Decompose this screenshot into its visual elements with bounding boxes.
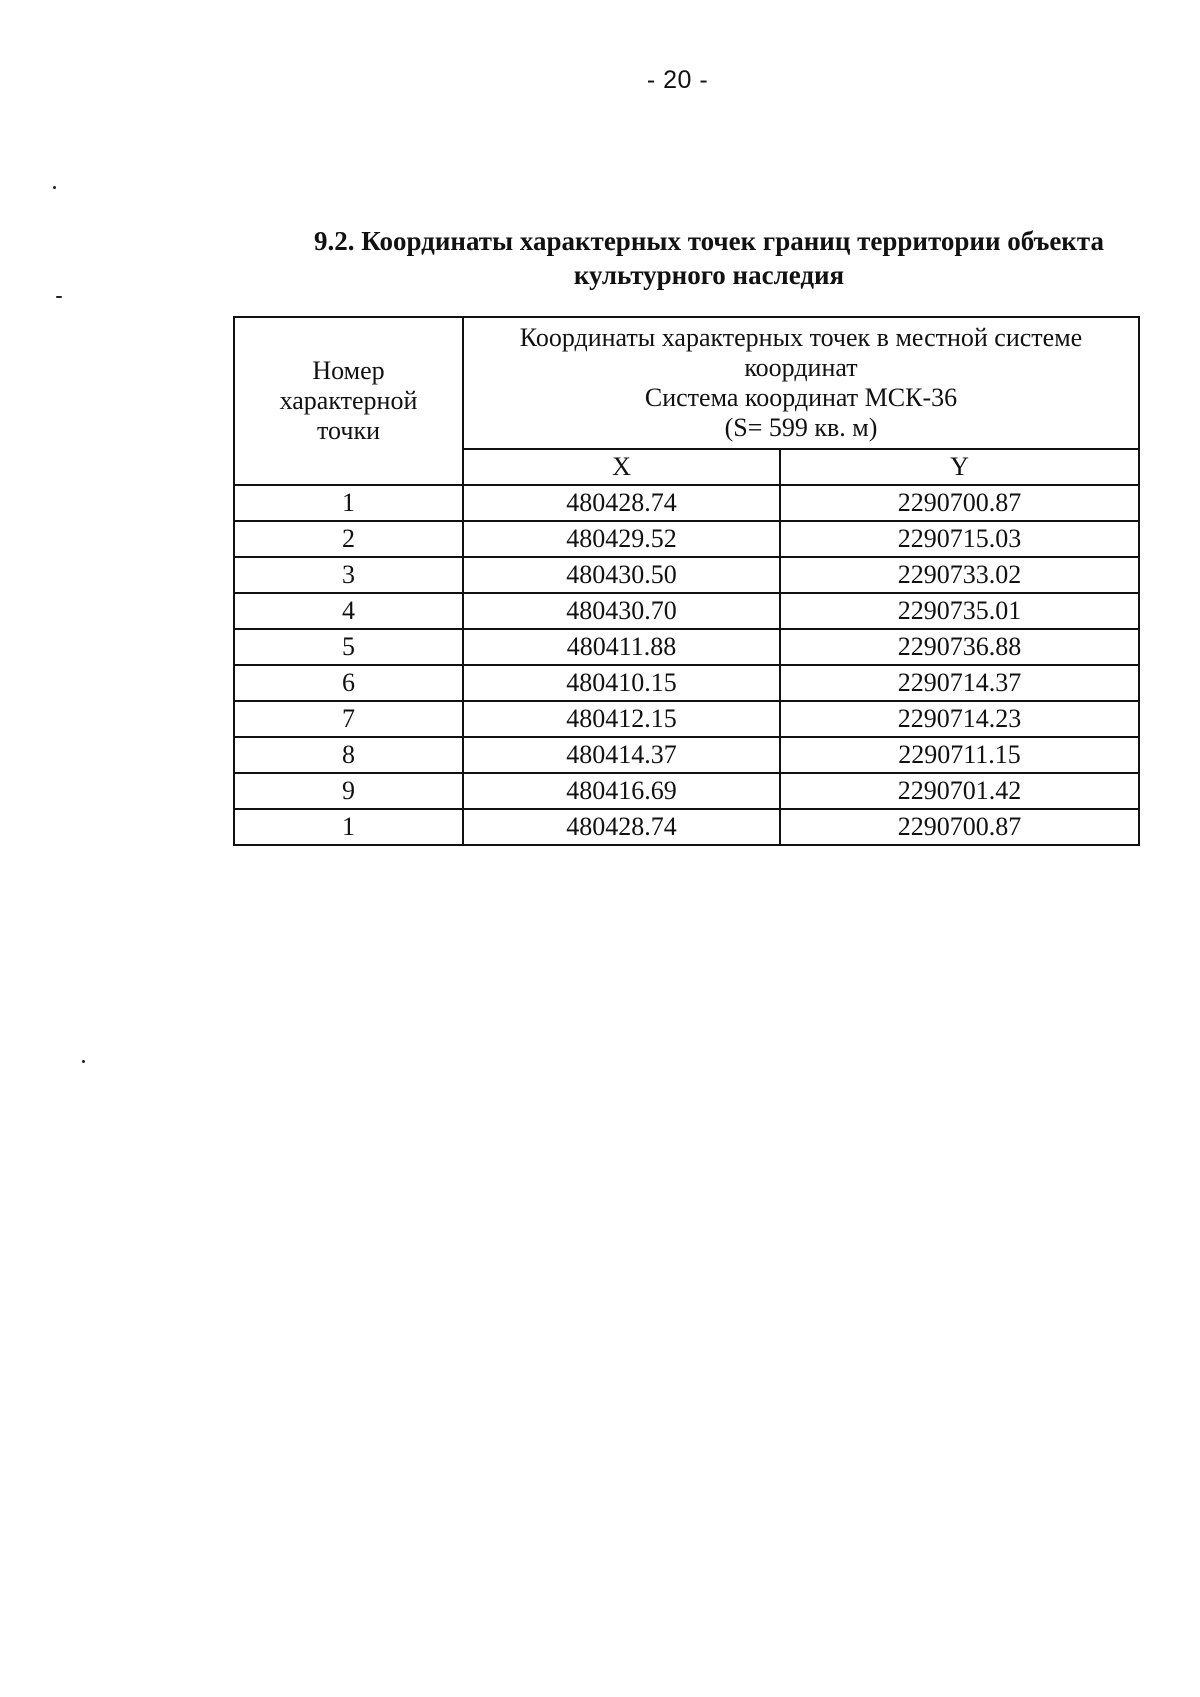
y-coordinate-cell: 2290715.03 bbox=[780, 521, 1139, 557]
x-coordinate-cell: 480416.69 bbox=[463, 773, 780, 809]
x-coordinate-cell: 480412.15 bbox=[463, 701, 780, 737]
x-coordinate-cell: 480428.74 bbox=[463, 809, 780, 845]
coordinates-header-line-1: Координаты характерных точек в местной системе bbox=[519, 323, 1083, 352]
coordinates-header bbox=[463, 317, 1139, 449]
x-column-header: X bbox=[463, 449, 780, 485]
x-coordinate-cell: 480428.74 bbox=[463, 485, 780, 521]
point-number-cell: 4 bbox=[234, 593, 463, 629]
point-number-header-line-1: Номер bbox=[312, 356, 385, 385]
point-number-cell: 3 bbox=[234, 557, 463, 593]
coordinates-header-line-4: (S= 599 кв. м) bbox=[724, 413, 878, 442]
table-row bbox=[234, 701, 1139, 737]
y-column-header: Y bbox=[780, 449, 1139, 485]
point-number-cell: 8 bbox=[234, 737, 463, 773]
scan-speck bbox=[82, 1060, 85, 1063]
table-row bbox=[234, 629, 1139, 665]
table-row bbox=[234, 737, 1139, 773]
point-number-cell: 1 bbox=[234, 809, 463, 845]
y-coordinate-cell: 2290701.42 bbox=[780, 773, 1139, 809]
point-number-header bbox=[234, 317, 463, 485]
scan-speck bbox=[56, 296, 62, 298]
y-coordinate-cell: 2290736.88 bbox=[780, 629, 1139, 665]
point-number-cell: 5 bbox=[234, 629, 463, 665]
y-coordinate-cell: 2290700.87 bbox=[780, 485, 1139, 521]
point-number-cell: 2 bbox=[234, 521, 463, 557]
x-coordinate-cell: 480414.37 bbox=[463, 737, 780, 773]
x-coordinate-cell: 480430.50 bbox=[463, 557, 780, 593]
point-number-cell: 9 bbox=[234, 773, 463, 809]
y-coordinate-cell: 2290711.15 bbox=[780, 737, 1139, 773]
scan-speck bbox=[53, 186, 56, 189]
x-coordinate-cell: 480410.15 bbox=[463, 665, 780, 701]
point-number-header-line-2: характерной bbox=[279, 386, 418, 415]
table-row bbox=[234, 521, 1139, 557]
point-number-cell: 7 bbox=[234, 701, 463, 737]
point-number-cell: 1 bbox=[234, 485, 463, 521]
x-coordinate-cell: 480411.88 bbox=[463, 629, 780, 665]
section-heading-line-2: культурного наследия bbox=[573, 260, 845, 290]
x-coordinate-cell: 480430.70 bbox=[463, 593, 780, 629]
table-row bbox=[234, 593, 1139, 629]
section-heading-line-1: 9.2. Координаты характерных точек границ территории объекта bbox=[314, 226, 1104, 256]
table-row bbox=[234, 665, 1139, 701]
table-row bbox=[234, 773, 1139, 809]
y-coordinate-cell: 2290700.87 bbox=[780, 809, 1139, 845]
section-heading bbox=[277, 224, 1141, 292]
page-number: - 20 - bbox=[646, 66, 709, 94]
y-coordinate-cell: 2290714.23 bbox=[780, 701, 1139, 737]
x-coordinate-cell: 480429.52 bbox=[463, 521, 780, 557]
y-coordinate-cell: 2290714.37 bbox=[780, 665, 1139, 701]
coordinates-header-line-2: координат bbox=[744, 353, 858, 382]
y-coordinate-cell: 2290733.02 bbox=[780, 557, 1139, 593]
table-row bbox=[234, 557, 1139, 593]
y-coordinate-cell: 2290735.01 bbox=[780, 593, 1139, 629]
point-number-header-line-3: точки bbox=[317, 416, 380, 445]
coordinates-header-line-3: Система координат МСК-36 bbox=[644, 383, 958, 412]
table-row bbox=[234, 485, 1139, 521]
table-row bbox=[234, 809, 1139, 845]
coordinates-table bbox=[233, 316, 1140, 846]
point-number-cell: 6 bbox=[234, 665, 463, 701]
